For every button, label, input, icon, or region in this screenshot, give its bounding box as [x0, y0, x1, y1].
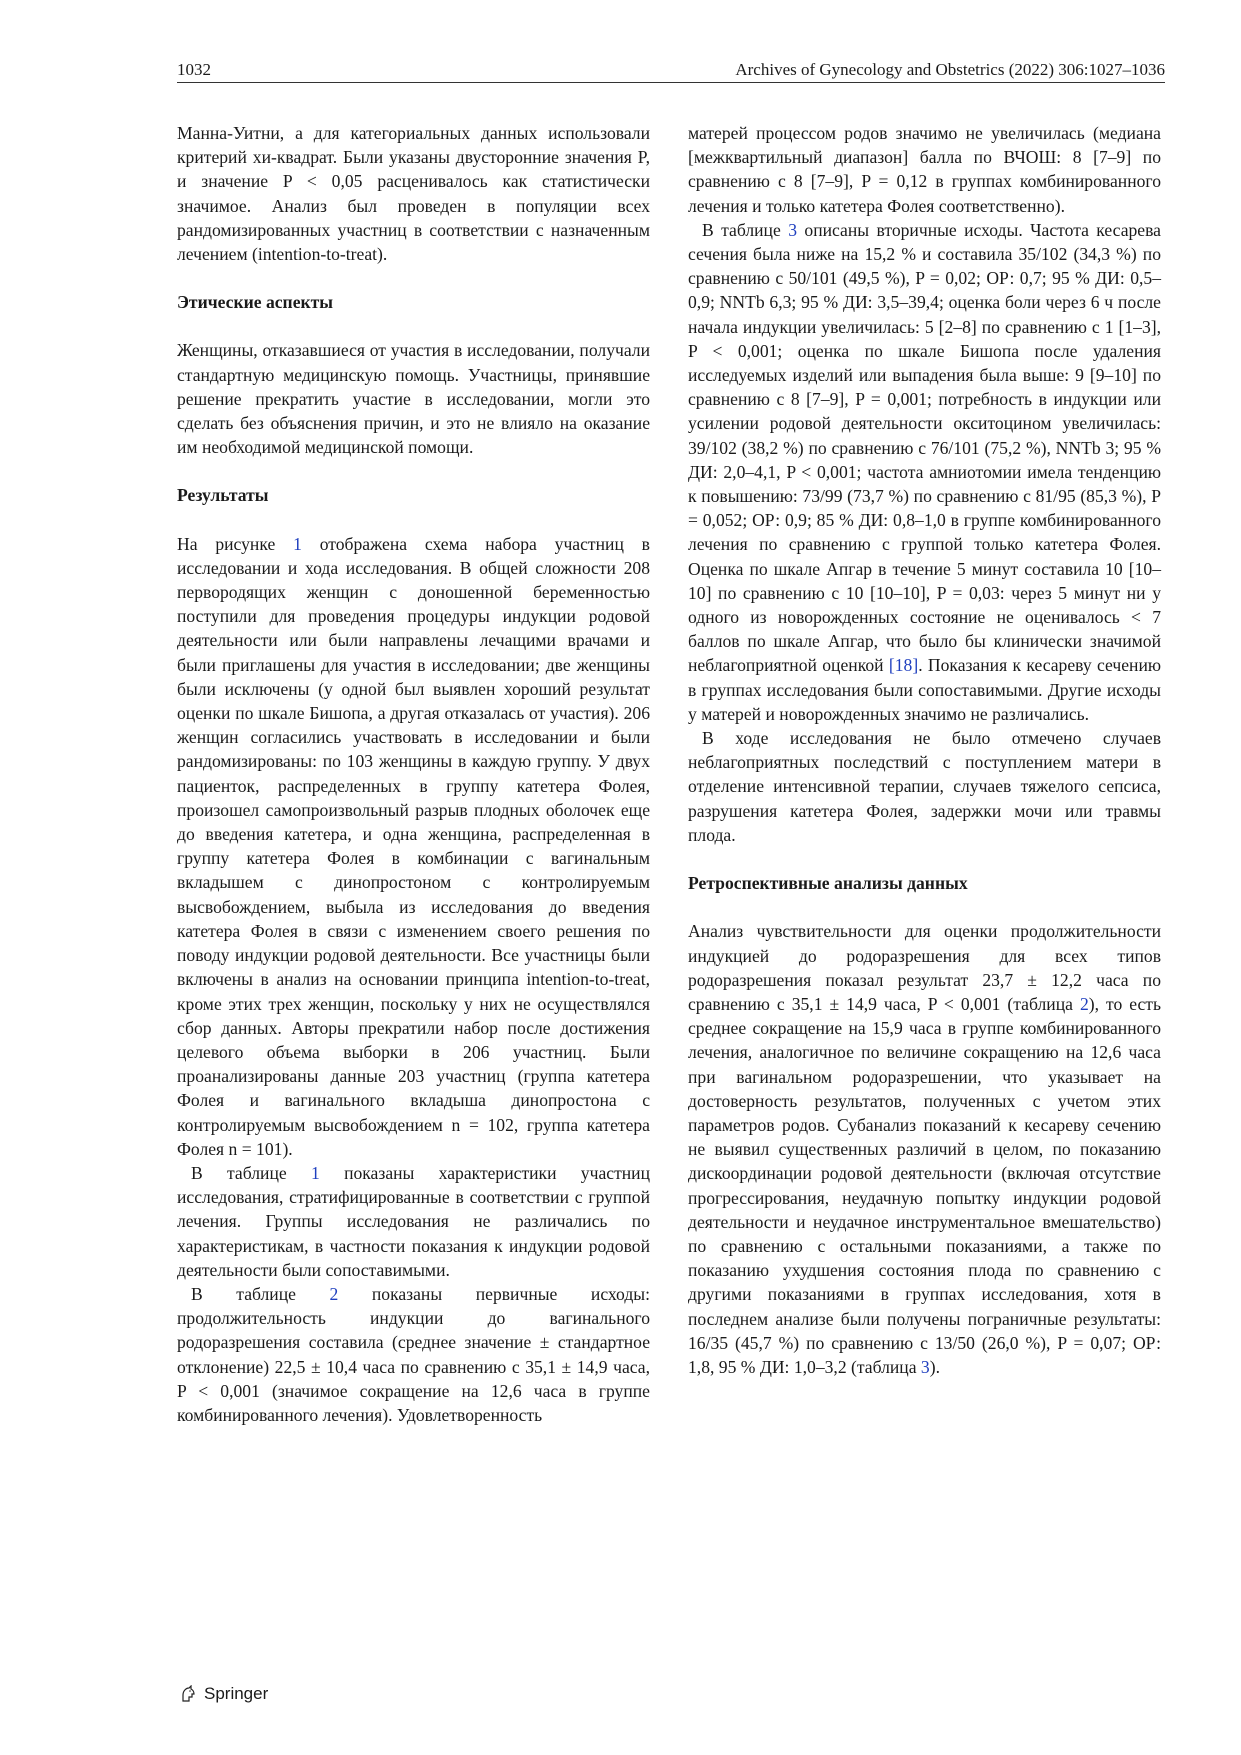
results-body: отображена схема набора участниц в исследовании и хода исследования. В общей сложности 208 первородящих женщин с доношенной беременностью поступили для проведения процедуры индукции родовой деятельности или были направлены лечащими врачами и были приглашены для участия в исследовании; две женщины были исключены (у одной был выявлен хороший результат оценки по шкале Бишопа, а другая отказалась от участия). 206 женщин согласились участвовать в исследовании и были рандомизированы: по 103 женщины в каждую группу. У двух пациенток, распределенных в группу катетера Фолея, произошел самопроизвольный разрыв плодных оболочек еще до введения катетера, и одна женщина, распределенная в группу катетера Фолея в комбинации с вагинальным вкладышем с динопростоном с контролируемым высвобождением, выбыла из исследования до введения катетера Фолея в связи с изменением своего решения по поводу индукции родовой деятельности. Все участницы были включены в анализ на основании принципа intention-to-treat, кроме этих трех женщин, поскольку у них не осуществлялся сбор данных. Авторы прекратили набор после достижения целевого объема выборки в 206 участниц. Были проанализированы данные 203 участниц (группа катетера Фолея и вагинального вкладыша динопростона с контролируемым высвобождением n = 102, группа катетера Фолея n = 101).	[177, 533, 650, 1159]
ethics-paragraph: Женщины, отказавшиеся от участия в исследовании, получали стандартную медицинскую помощь. Участницы, принявшие решение прекратить участие в исследовании, могли это сделать без объяснения причин, и это не влияло на оказание им необходимой медицинской помощи.	[177, 340, 650, 458]
table2-lead: В таблице	[191, 1283, 296, 1304]
table1-paragraph	[177, 1161, 650, 1282]
publisher-name: Springer	[204, 1684, 269, 1703]
table-1-link[interactable]: 1	[310, 1162, 320, 1183]
table-2-link[interactable]: 2	[329, 1283, 339, 1304]
retrospective-paragraph	[688, 919, 1161, 1379]
secondary-outcomes-tail: . Показания к кесареву сечению в группах исследования были сопоставимыми. Другие исходы у матерей и новорожденных значимо не различались.	[688, 655, 1162, 724]
retro-body-c: ).	[929, 1356, 940, 1377]
table2-paragraph	[177, 1282, 650, 1427]
running-header	[177, 58, 1165, 83]
secondary-outcomes-paragraph	[688, 218, 1161, 726]
table2-body: показаны первичные исходы: продолжительность индукции до вагинального родоразрешения составила (среднее значение ± стандартное отклонение) 22,5 ± 10,4 часа по сравнению с 35,1 ± 14,9 часа, P < 0,001 (значимое сокращение на 12,6 часа в группе комбинированного лечения). Удовлетворенность	[177, 1283, 650, 1425]
secondary-outcomes-body: описаны вторичные исходы. Частота кесарева сечения была ниже на 15,2 % и составила 35/102 (34,3 %) по сравнению с 50/101 (49,5 %), P = 0,02; ОР: 0,7; 95 % ДИ: 0,5–0,9; NNTb 6,3; 95 % ДИ: 3,5–39,4; оценка боли через 6 ч после начала индукции увеличилась: 5 [2–8] по сравнению с 1 [1–3], P < 0,001; оценка по шкале Бишопа после удаления исследуемых изделий или выпадения была выше: 9 [9–10] по сравнению с 8 [7–9], P = 0,001; потребность в индукции или усилении родовой деятельности окситоцином увеличилась: 39/102 (38,2 %) по сравнению с 76/101 (75,2 %), NNTb 3; 95 % ДИ: 2,0–4,1, P < 0,001; частота амниотомии имела тенденцию к повышению: 73/99 (73,7 %) по сравнению с 81/95 (85,3 %), P = 0,052; ОР: 0,9; 85 % ДИ: 0,8–1,0 в группе комбинированного лечения по сравнению с группой только катетера Фолея. Оценка по шкале Апгар в течение 5 минут составила 10 [10–10] по сравнению с 10 [10–10], P = 0,03: через 5 минут ни у одного из новорожденных состояние не оценивалось < 7 баллов по шкале Апгар, что было бы клинически значимой неблагоприятной оценкой	[688, 219, 1161, 676]
figure-1-link[interactable]: 1	[293, 533, 302, 554]
page-number: 1032	[177, 60, 211, 79]
left-column	[177, 121, 650, 1427]
section-heading-ethics: Этические аспекты	[177, 292, 334, 313]
retro-body-b: ), то есть среднее сокращение на 15,9 часа в группе комбинированного лечения, аналогичное по величине сокращению на 12,6 часа при вагинальном родоразрешении, что указывает на достоверность результатов, полученных с учетом этих параметров родов. Субанализ показаний к кесареву сечению не выявил существенных различий в целом, по показанию дискоординации родовой деятельности (включая отсутствие прогрессирования, неудачную попытку индукции родовой деятельности и неудачное инструментальное вмешательство) по сравнению с остальными показаниями, а также по показанию ухудшения состояния плода по сравнению с другими показаниями в группах исследования, хотя в последнем анализе были получены пограничные результаты: 16/35 (45,7 %) по сравнению с 13/50 (26,0 %), P = 0,07; ОР: 1,8, 95 % ДИ: 1,0–3,2 (таблица	[688, 993, 1161, 1377]
table-3-link-b[interactable]: 3	[920, 1356, 930, 1377]
table-3-link[interactable]: 3	[788, 219, 797, 240]
springer-horse-icon	[180, 1685, 196, 1703]
section-heading-retrospective: Ретроспективные анализы данных	[688, 873, 968, 894]
table1-lead: В таблице	[191, 1162, 287, 1183]
results-lead: На рисунке	[177, 533, 276, 554]
right-column	[688, 121, 1161, 1379]
page-footer	[180, 1684, 268, 1704]
section-heading-results: Результаты	[177, 485, 269, 506]
methods-paragraph: Манна-Уитни, а для категориальных данных использовали критерий хи-квадрат. Были указаны двусторонние значения P, и значение P < 0,05 расценивалось как статистически значимое. Анализ был проведен в популяции всех рандомизированных участниц в соответствии с назначенным лечением (intention-to-treat).	[177, 123, 650, 265]
table3-lead: В таблице	[702, 219, 781, 240]
table-2-link-b[interactable]: 2	[1079, 993, 1089, 1014]
results-paragraph	[177, 532, 650, 1161]
reference-18-link[interactable]: [18]	[888, 655, 919, 676]
journal-citation: Archives of Gynecology and Obstetrics (2022) 306:1027–1036	[735, 60, 1165, 79]
retro-body-a: Анализ чувствительности для оценки продолжительности индукцией до родоразрешения для всех типов родоразрешения показал результат 23,7 ± 12,2 часа по сравнению с 35,1 ± 14,9 часа, P < 0,001 (таблица	[688, 921, 1161, 1014]
satisfaction-paragraph: матерей процессом родов значимо не увеличилась (медиана [межквартильный диапазон] балла по ВЧОШ: 8 [7–9] по сравнению с 8 [7–9], P = 0,12 в группах комбинированного лечения и только катетера Фолея соответственно).	[688, 123, 1161, 216]
table1-body: показаны характеристики участниц исследования, стратифицированные в соответствии с группой лечения. Группы исследования не различались по характеристикам, в частности показания к индукции родовой деятельности были сопоставимыми.	[177, 1162, 651, 1280]
adverse-events-paragraph: В ходе исследования не было отмечено случаев неблагоприятных последствий с поступлением матери в отделение интенсивной терапии, случаев тяжелого сепсиса, разрушения катетера Фолея, задержки мочи или травмы плода.	[688, 728, 1161, 845]
